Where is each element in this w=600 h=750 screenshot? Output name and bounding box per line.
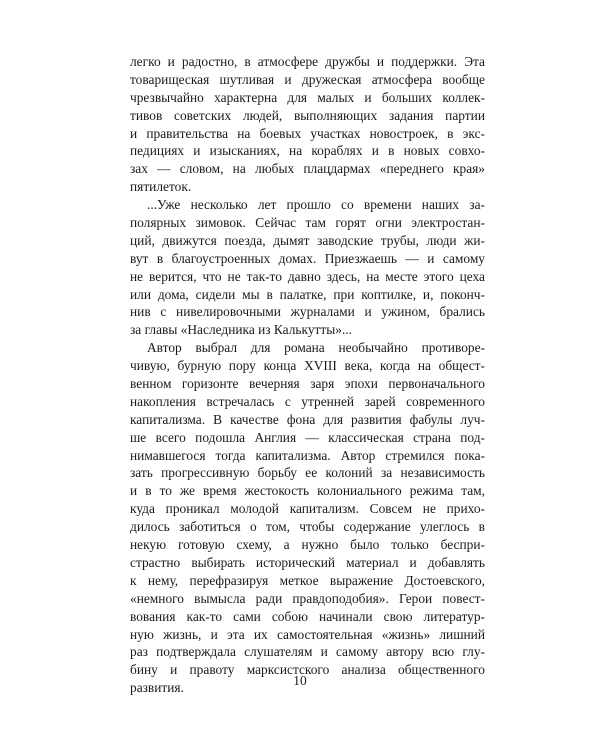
text-line: ше всего подошла Англия — классическая страна под- [130,429,485,445]
text-line: нив с нивелировочными журналами и ужином, брались [130,304,485,320]
text-line: зах — словом, на любых плацдармах «переднего края» [130,161,485,177]
text-line: ...Уже несколько лет прошло со времени наших за- [147,197,485,213]
text-line: не верится, что не так-то давно здесь, на месте этого цеха [130,268,485,284]
text-line: товарищеская шутливая и дружеская атмосфера вообще [130,71,485,87]
text-line: к нему, перефразируя меткое выражение Достоевского, [130,572,485,588]
text-line: вут в благоустроенных домах. Приезжаешь — и самому [130,250,485,266]
text-line: зать прогрессивную борьбу ее колоний за независимость [130,465,485,481]
text-line: полярных зимовок. Сейчас там горят огни электростан- [130,215,485,231]
text-line: накопления встречалась с утренней зарей современного [130,393,485,409]
text-line: и в то же время жестокость колониального режима там, [130,483,485,499]
text-line: чивую, бурную пору конца XVIII века, когда на общест- [130,358,485,374]
text-line: легко и радостно, в атмосфере дружбы и поддержки. Эта [130,54,485,69]
text-line: ную жизнь, и эта их самостоятельная «жизнь» лишний [130,626,485,642]
text-line: нимавшегося тогда капитализма. Автор стремился пока- [130,447,485,463]
text-line: капитализма. В качестве фона для развития фабулы луч- [130,411,485,427]
text-line: бину и правоту марксистского анализа общественного [130,662,485,678]
text-line: раз подтверждала слушателям и самому автору всю глу- [130,644,485,660]
text-line: и правительства на боевых участках новостроек, в экс- [130,125,485,141]
text-line: страстно выбирать исторический материал и добавлять [130,554,485,570]
text-line: куда проникал молодой капитализм. Совсем не прихо- [130,501,485,517]
body-text [130,53,485,697]
paragraph [130,339,485,697]
text-line: развития. [130,680,184,696]
text-line: дилось заботиться о том, чтобы содержание улеглось в [130,519,485,535]
text-line: пятилеток. [130,179,192,195]
text-line: педициях и изысканиях, на кораблях и в новых совхо- [130,143,485,159]
text-line: ций, движутся поезда, дымят заводские трубы, люди жи- [130,232,485,248]
text-line: Автор выбрал для романа необычайно противоре- [147,340,485,356]
page-number: 10 [293,673,307,688]
text-line: некую готовую схему, а нужно было только беспри- [130,537,485,553]
text-line: тивов советских людей, выполняющих задания партии [130,107,485,123]
paragraph [130,196,485,339]
text-line: чрезвычайно характерна для малых и больших коллек- [130,89,485,105]
text-line: или дома, сидели мы в палатке, при коптилке, и, поконч- [130,286,485,302]
text-line: «немного вымысла ради правдоподобия». Герои повест- [130,590,485,606]
text-line: за главы «Наследника из Калькутты»... [130,322,352,338]
text-line: вования как-то сами собою начинали свою литератур- [130,608,485,624]
paragraph [130,53,485,196]
text-line: венном горизонте вечерняя заря эпохи первоначального [130,376,485,392]
